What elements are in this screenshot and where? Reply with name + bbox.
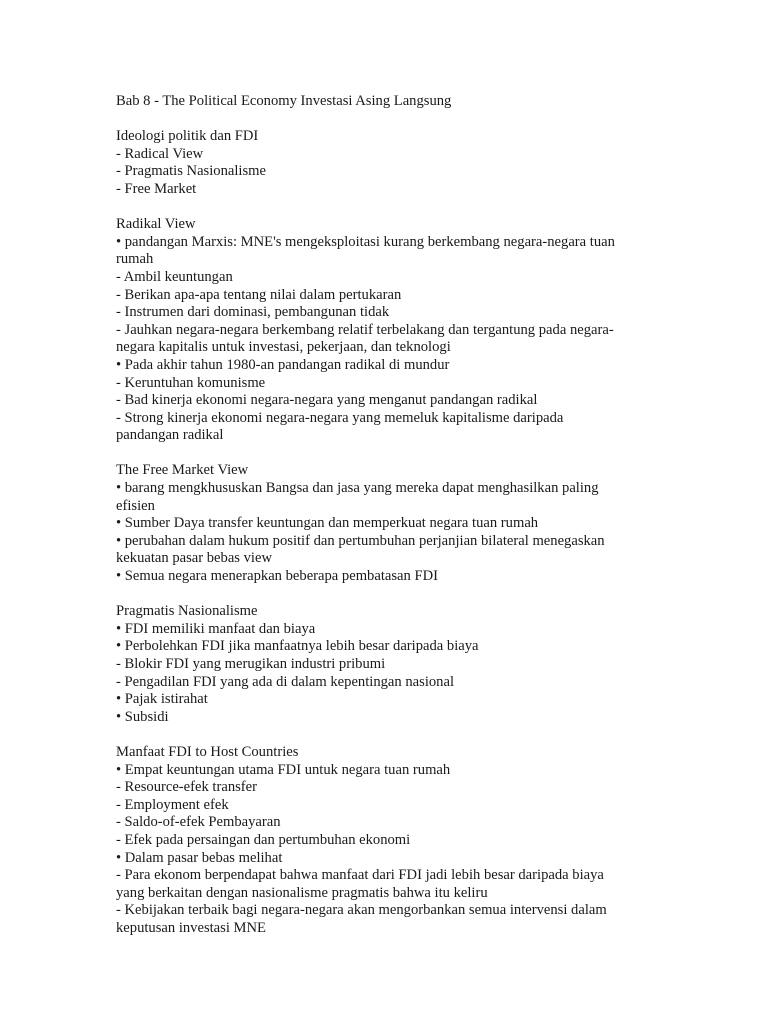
text-line: - Pragmatis Nasionalisme <box>116 163 266 180</box>
document-page <box>116 93 676 938</box>
text-line: • barang mengkhususkan Bangsa dan jasa yang mereka dapat menghasilkan paling <box>116 480 599 497</box>
text-line: - Strong kinerja ekonomi negara-negara yang memeluk kapitalisme daripada <box>116 409 564 426</box>
text-line: - Kebijakan terbaik bagi negara-negara akan mengorbankan semua intervensi dalam <box>116 902 607 919</box>
text-line: • perubahan dalam hukum positif dan pertumbuhan perjanjian bilateral menegaskan <box>116 532 605 549</box>
text-line: - Employment efek <box>116 796 229 813</box>
text-line: - Pengadilan FDI yang ada di dalam kepentingan nasional <box>116 673 454 690</box>
text-line: - Berikan apa-apa tentang nilai dalam pertukaran <box>116 286 402 303</box>
text-line: • pandangan Marxis: MNE's mengeksploitasi kurang berkembang negara-negara tuan <box>116 233 615 250</box>
text-line: negara kapitalis untuk investasi, pekerjaan, dan teknologi <box>116 339 451 356</box>
text-line: - Bad kinerja ekonomi negara-negara yang menganut pandangan radikal <box>116 392 538 409</box>
text-line: - Saldo-of-efek Pembayaran <box>116 814 281 831</box>
text-line: - Efek pada persaingan dan pertumbuhan ekonomi <box>116 831 411 848</box>
text-line: • Pada akhir tahun 1980-an pandangan radikal di mundur <box>116 356 450 373</box>
text-line: - Instrumen dari dominasi, pembangunan tidak <box>116 304 390 321</box>
section-heading: Radikal View <box>116 216 196 233</box>
text-line: - Keruntuhan komunisme <box>116 374 266 391</box>
text-line: rumah <box>116 251 154 268</box>
text-line: - Blokir FDI yang merugikan industri pribumi <box>116 656 386 672</box>
text-line: - Resource-efek transfer <box>116 779 257 796</box>
document-title: Bab 8 - The Political Economy Investasi Asing Langsung <box>116 93 452 109</box>
text-line: • FDI memiliki manfaat dan biaya <box>116 620 316 637</box>
text-line: • Semua negara menerapkan beberapa pembatasan FDI <box>116 568 438 585</box>
section-heading: Pragmatis Nasionalisme <box>116 603 258 620</box>
text-line: - Free Market <box>116 180 197 197</box>
document-body <box>116 128 676 937</box>
text-line: - Jauhkan negara-negara berkembang relatif terbelakang dan tergantung pada negara- <box>116 321 614 338</box>
section <box>116 744 676 938</box>
text-line: yang berkaitan dengan nasionalisme pragmatis bahwa itu keliru <box>116 884 488 901</box>
section-heading: The Free Market View <box>116 462 249 479</box>
section <box>116 128 676 198</box>
text-line: - Para ekonom berpendapat bahwa manfaat dari FDI jadi lebih besar daripada biaya <box>116 867 604 884</box>
text-line: • Sumber Daya transfer keuntungan dan memperkuat negara tuan rumah <box>116 515 539 532</box>
text-line: kekuatan pasar bebas view <box>116 550 273 567</box>
text-line: efisien <box>116 497 155 514</box>
text-line: keputusan investasi MNE <box>116 919 266 936</box>
text-line: • Perbolehkan FDI jika manfaatnya lebih besar daripada biaya <box>116 638 479 655</box>
text-line: • Subsidi <box>116 708 169 725</box>
text-line: • Empat keuntungan utama FDI untuk negara tuan rumah <box>116 761 451 778</box>
section-heading: Manfaat FDI to Host Countries <box>116 743 299 760</box>
section <box>116 603 676 726</box>
text-line: - Radical View <box>116 145 204 162</box>
section <box>116 462 676 585</box>
section-heading: Ideologi politik dan FDI <box>116 128 259 145</box>
text-line: • Dalam pasar bebas melihat <box>116 849 283 866</box>
text-line: pandangan radikal <box>116 427 224 444</box>
text-line: - Ambil keuntungan <box>116 268 233 285</box>
section <box>116 216 676 445</box>
text-line: • Pajak istirahat <box>116 691 208 708</box>
